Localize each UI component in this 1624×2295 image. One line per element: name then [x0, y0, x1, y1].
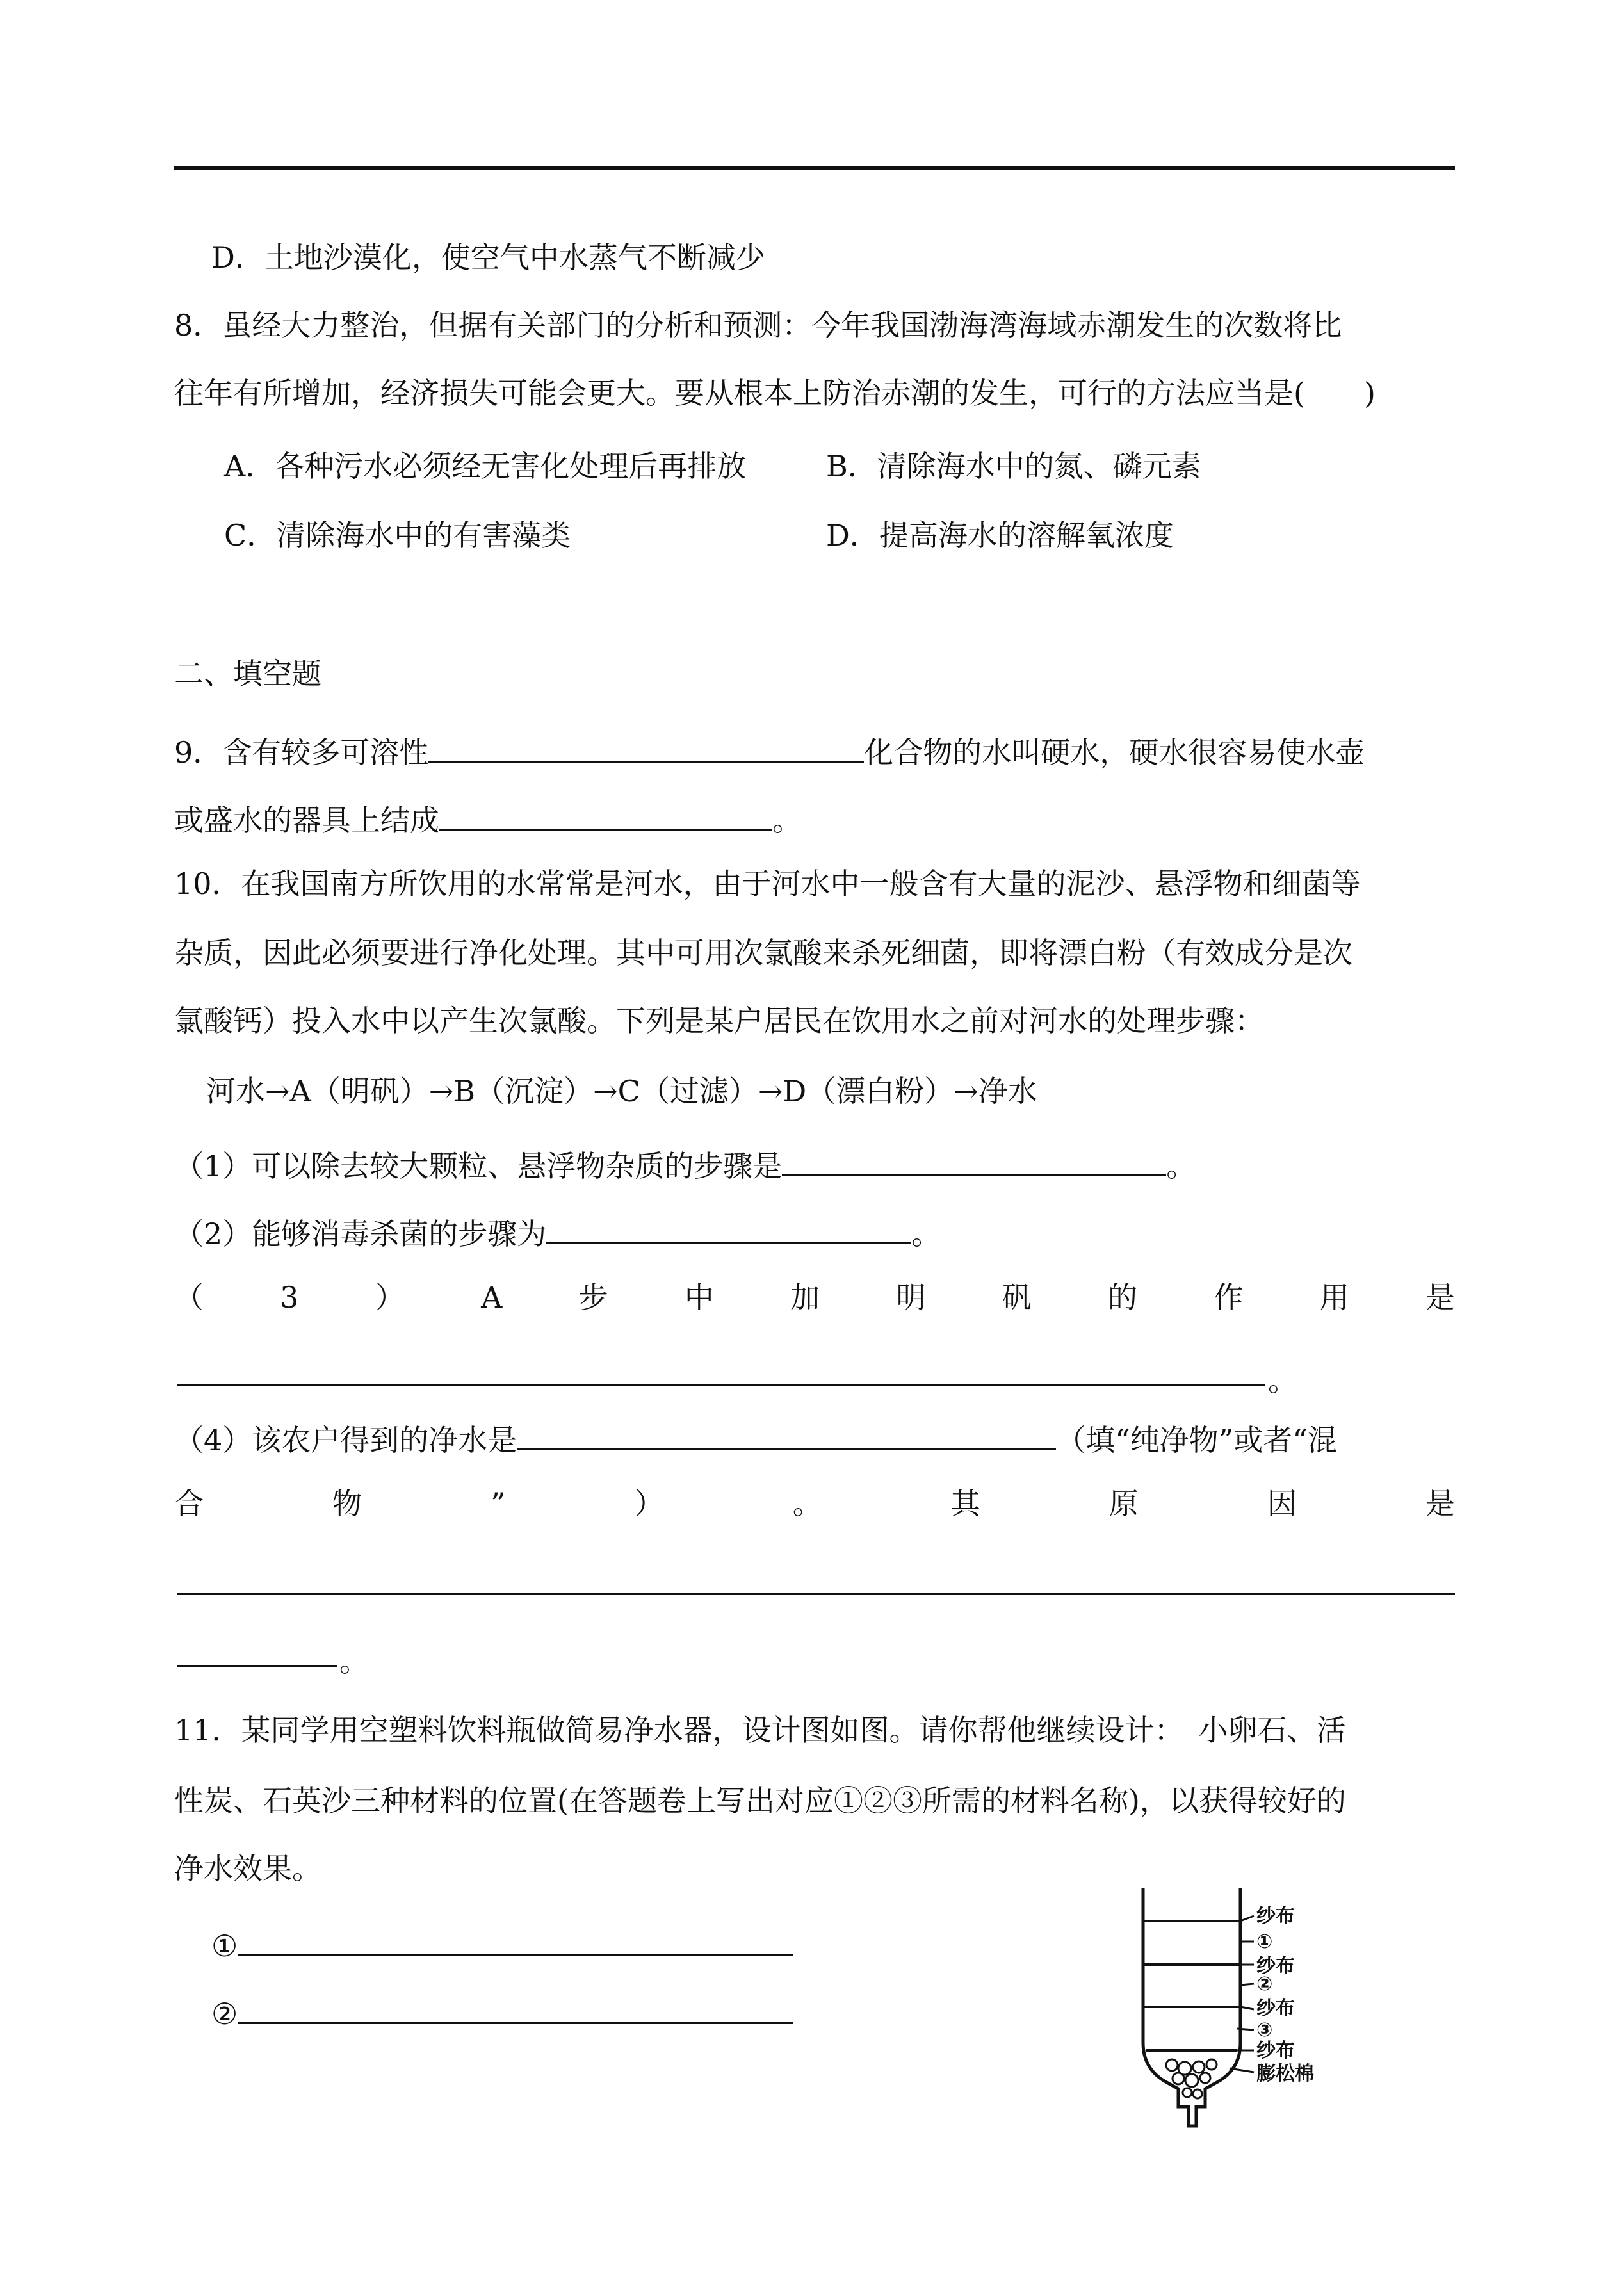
- q10-sub-3-char: 是: [1425, 1280, 1455, 1315]
- label-circle-3: ③: [1256, 2019, 1273, 2041]
- q10-sub-4-char: ）: [634, 1486, 664, 1521]
- q10-sub-4-char: 物: [332, 1486, 362, 1521]
- label-circle-1: ①: [1256, 1931, 1273, 1953]
- q8-line-2: 往年有所增加，经济损失可能会更大。要从根本上防治赤潮的发生，可行的方法应当是( ): [174, 376, 1376, 410]
- label-cotton: 膨松棉: [1256, 2063, 1314, 2085]
- label-gauze-1: 纱布: [1256, 1905, 1295, 1927]
- q9-text-2: 化合物的水叫硬水，硬水很容易使水壶: [864, 735, 1365, 770]
- q10-sub-2-period: 。: [911, 1217, 941, 1251]
- q10-sub-3-char: 中: [684, 1280, 714, 1315]
- q10-sub-4-char: 其: [950, 1486, 980, 1521]
- q8-line-1: 8．虽经大力整治，但据有关部门的分析和预测：今年我国渤海湾海域赤潮发生的次数将比: [174, 308, 1342, 343]
- q10-sub-1: [174, 1141, 1196, 1185]
- q9-text-1: 9．含有较多可溶性: [174, 735, 429, 770]
- filter-layer-lines: [1143, 1921, 1240, 2050]
- q10-sub-1-text: （1）可以除去较大颗粒、悬浮物杂质的步骤是: [174, 1149, 783, 1183]
- q10-sub-2-text: （2）能够消毒杀菌的步骤为: [174, 1217, 547, 1251]
- cotton-layer: [1166, 2059, 1217, 2098]
- q10-sub-3-char: 作: [1214, 1280, 1244, 1315]
- q10-sub-4-blank[interactable]: [517, 1415, 1056, 1450]
- q10-sub-2: [174, 1209, 941, 1253]
- q10-sub-4-char: 是: [1425, 1486, 1455, 1521]
- q10-sub-3-char: ）: [375, 1280, 405, 1315]
- q10-line-2: 杂质，因此必须要进行净化处理。其中可用次氯酸来杀死细菌，即将漂白粉（有效成分是次: [174, 936, 1352, 970]
- q10-sub-3-char: 3: [280, 1280, 299, 1315]
- q9-line-1: [174, 727, 1365, 772]
- q10-sub-4: [174, 1415, 1337, 1459]
- q9-text-4: 。: [772, 803, 802, 838]
- q11-answer-2-label: ②: [211, 1997, 238, 2031]
- q10-sub-1-blank[interactable]: [782, 1141, 1166, 1176]
- label-gauze-4: 纱布: [1256, 2040, 1295, 2062]
- header-rule: [174, 166, 1455, 170]
- q11-line-2: 性炭、石英沙三种材料的位置(在答题卷上写出对应①②③所需的材料名称)，以获得较好的: [174, 1783, 1346, 1818]
- q10-sub-3-char: 矾: [1002, 1280, 1032, 1315]
- q10-sub-2-blank[interactable]: [546, 1209, 911, 1244]
- q10-sub-3-char: 的: [1108, 1280, 1138, 1315]
- q10-sub-4-suffix: （填“纯净物”或者“混: [1056, 1423, 1337, 1457]
- q10-sub-3-char: 明: [896, 1280, 926, 1315]
- label-circle-2: ②: [1256, 1973, 1273, 1995]
- q9-blank-2[interactable]: [439, 795, 772, 831]
- q11-answer-2-blank[interactable]: [238, 1989, 793, 2024]
- water-filter-figure: [1127, 1883, 1345, 2145]
- q10-sub-4-char: 因: [1267, 1486, 1297, 1521]
- q10-sub-3-char: A: [481, 1280, 503, 1315]
- q9-blank-1[interactable]: [428, 727, 864, 763]
- q10-sub-3-char: 加: [790, 1280, 820, 1315]
- q8-option-c: C．清除海水中的有害藻类: [224, 518, 571, 553]
- label-gauze-2: 纱布: [1256, 1955, 1295, 1977]
- q8-option-d: D．提高海水的溶解氧浓度: [826, 518, 1174, 553]
- section-title: 二、填空题: [174, 656, 321, 691]
- q11-answer-2: [211, 1989, 793, 2033]
- q8-option-b: B．清除海水中的氮、磷元素: [826, 449, 1201, 483]
- q10-sub-3: [174, 1278, 1455, 1317]
- q10-sub-3-char: 步: [578, 1280, 608, 1315]
- q10-sub-4-prefix: （4）该农户得到的净水是: [174, 1423, 517, 1457]
- q10-line-1: 10．在我国南方所饮用的水常常是河水，由于河水中一般含有大量的泥沙、悬浮物和细菌等: [174, 866, 1361, 901]
- q10-sub-4-char: 原: [1108, 1486, 1139, 1521]
- q10-sub-3-char: 用: [1319, 1280, 1349, 1315]
- q10-sub-4-char: ”: [491, 1486, 506, 1521]
- q10-sub-4-line-2: [174, 1484, 1455, 1523]
- q10-sub-1-period: 。: [1166, 1149, 1196, 1183]
- q10-process: 河水→A（明矾）→B（沉淀）→C（过滤）→D（漂白粉）→净水: [206, 1074, 1037, 1108]
- q9-text-3: 或盛水的器具上结成: [174, 803, 439, 838]
- q11-answer-1: [211, 1921, 793, 1965]
- q11-answer-1-blank[interactable]: [238, 1921, 793, 1956]
- q11-answer-1-label: ①: [211, 1929, 238, 1963]
- q10-sub-3-period: 。: [1268, 1363, 1297, 1398]
- q10-line-3: 氯酸钙）投入水中以产生次氯酸。下列是某户居民在饮用水之前对河水的处理步骤：: [174, 1003, 1264, 1038]
- q10-sub-3-blank[interactable]: [177, 1384, 1265, 1386]
- q10-sub-4-reason-blank-end[interactable]: [177, 1665, 337, 1667]
- q7-option-d: D．土地沙漠化，使空气中水蒸气不断减少: [211, 240, 765, 275]
- q11-line-3: 净水效果。: [174, 1851, 321, 1886]
- q10-sub-4-char: 合: [174, 1486, 204, 1521]
- label-gauze-3: 纱布: [1256, 1997, 1295, 2020]
- q8-option-a: A．各种污水必须经无害化处理后再排放: [224, 449, 747, 483]
- q10-sub-4-reason-blank[interactable]: [177, 1593, 1455, 1595]
- q10-sub-4-char: 。: [792, 1486, 822, 1521]
- q11-line-1: 11．某同学用空塑料饮料瓶做简易净水器，设计图如图。请你帮他继续设计： 小卵石、活: [174, 1713, 1346, 1748]
- q9-line-2: [174, 795, 802, 839]
- q10-sub-4-period: 。: [339, 1644, 369, 1678]
- q10-sub-3-char: （: [174, 1280, 204, 1315]
